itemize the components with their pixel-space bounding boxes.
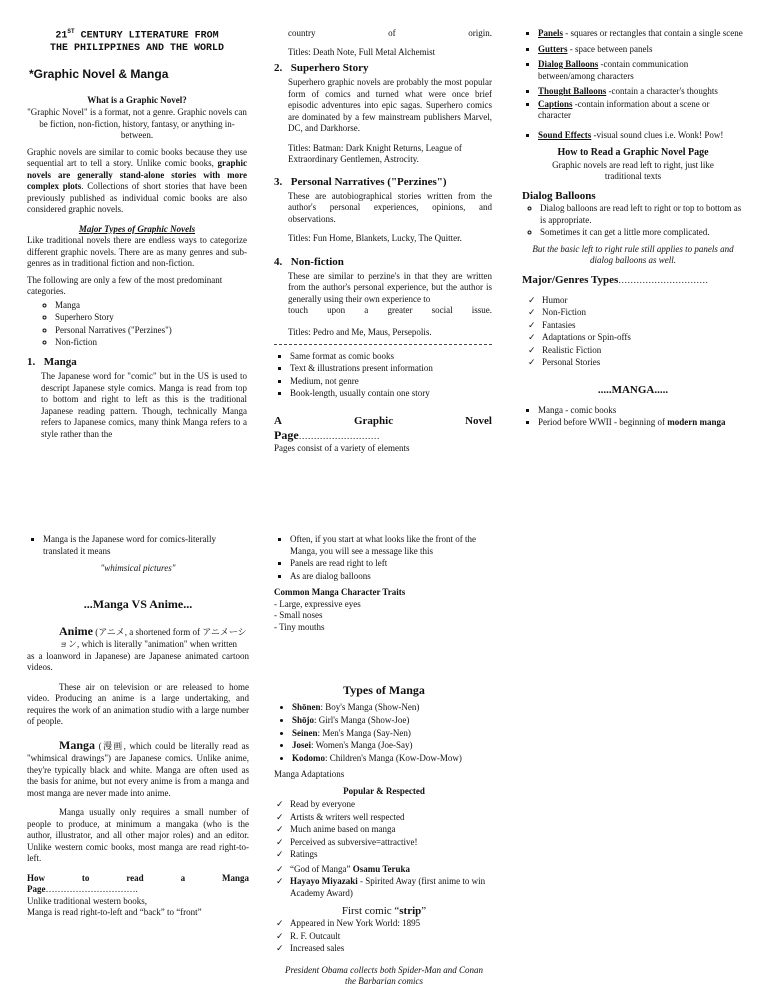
anime-paragraph: Anime (アニメ, a shortened form of アニメーション, which is literally "animation" when written: [59, 623, 247, 650]
middle-bottom-column: [274, 534, 494, 993]
whimsical-text: "whimsical pictures": [100, 563, 176, 574]
manga-word-bullet: [27, 534, 249, 557]
list-item: ✓ Read by everyone: [290, 799, 494, 811]
list-item: ✓ Realistic Fiction: [542, 345, 744, 357]
list-item: ▪ Dialog Balloons -contain communication between/among characters: [538, 59, 744, 82]
what-is-heading: What is a Graphic Novel?: [87, 94, 187, 105]
genres-list: [522, 295, 744, 369]
document-title: 21ST CENTURY LITERATURE FROM THE PHILIPPINES AND THE WORLD: [49, 28, 225, 55]
list-item: ▪ Gutters - space between panels: [538, 44, 744, 56]
types-list: [274, 702, 494, 764]
list-item: ✓ Personal Stories: [542, 357, 744, 369]
nonfiction-heading: 4. Non-fiction: [274, 255, 344, 268]
list-item: ▪ As are dialog balloons: [290, 571, 494, 583]
titles-superhero: Titles: Batman: Dark Knight Returns, League of Extraordinary Gentlemen, Astrocity.: [288, 142, 462, 165]
list-item: • Shōjo: Girl's Manga (Show-Joe): [292, 715, 494, 727]
trait-item: - Small noses: [274, 610, 323, 621]
perzines-heading: 3. Personal Narratives ("Perzines"): [274, 175, 447, 188]
continued-line: country of origin.: [288, 28, 492, 38]
categories-list: [27, 300, 247, 349]
manga-vs-anime-heading: ...Manga VS Anime...: [83, 596, 193, 611]
list-item: ▪ Panels - squares or rectangles that contain a single scene: [538, 28, 744, 40]
popular-heading: Popular & Respected: [343, 785, 425, 796]
manga-list: [522, 405, 744, 429]
middle-top-column: [274, 28, 492, 455]
major-types-heading: Major Types of Graphic Novels: [78, 223, 196, 234]
list-item: ◦ Personal Narratives ("Perzines"): [55, 325, 247, 337]
list-item: ▪ Manga - comic books: [538, 405, 744, 417]
superhero-heading: 2. Superhero Story: [274, 62, 369, 75]
similar-paragraph: Graphic novels are similar to comic books because they use sequential art to tell a story. Unlike comic books, graphic novels are generally stand-alone stories with more complex plots. Collections of short stories that have been previously published as individual comic books are also considered graphic novels.: [27, 146, 248, 215]
list-item: ✓ Artists & writers well respected: [290, 812, 494, 824]
read-rl-text: Manga is read right-to-left and “back” to “front”: [27, 907, 202, 918]
superhero-text: Superhero graphic novels are probably the most popular form of comics and turned what were once brief episodic adventures into epic sagas. Superhero comics are dominated by a few mainstream publishers Marvel, DC, and Darkhorse.: [288, 77, 492, 134]
list-item: ◦ Manga: [55, 300, 247, 312]
list-item: ✓ Fantasies: [542, 320, 744, 332]
left-bottom-column: [27, 534, 249, 919]
dialog-list: [522, 203, 744, 239]
perzines-text: These are autobiographical stories written from the author's personal experiences, opinions, and observations.: [288, 190, 492, 224]
list-item: ▪ Medium, not genre: [290, 376, 492, 388]
list-item: ✓ Perceived as subversive=attractive!: [290, 837, 494, 849]
list-item: ▪ Text & illustrations present information: [290, 363, 492, 375]
list-item: ◦ Non-fiction: [55, 337, 247, 349]
how-to-read-manga-heading-2: Page………………………….: [27, 884, 138, 895]
unlike-text: Unlike traditional western books,: [27, 895, 147, 906]
list-item: ▪ Thought Balloons -contain a character's thoughts: [538, 86, 744, 98]
graphic-novel-page-heading: A Graphic Novel: [274, 414, 492, 427]
titles-nonfiction: Titles: Pedro and Me, Maus, Persepolis.: [288, 327, 432, 337]
first-comic-heading: First comic “strip”: [341, 905, 427, 918]
first-comic-list: [274, 918, 494, 955]
howto-heading: How to Read a Graphic Novel Page: [557, 147, 709, 159]
list-item: ▪ Sound Effects -visual sound clues i.e. Wonk! Pow!: [538, 130, 744, 142]
following-text: The following are only a few of the most predominant categories.: [27, 274, 223, 297]
what-is-text: "Graphic Novel" is a format, not a genre. Graphic novels can be fiction, non-fiction, history, fantasy, or anything in-between.: [27, 107, 247, 141]
list-item: ✓ Hayayo Miyazaki - Spirited Away (first anime to win Academy Award): [290, 876, 494, 899]
dialog-heading: Dialog Balloons: [522, 189, 596, 202]
list-item: • Seinen: Men's Manga (Say-Nen): [292, 728, 494, 740]
trait-item: - Tiny mouths: [274, 621, 325, 632]
elements-list: [522, 28, 744, 141]
manga-heading: 1. Manga: [27, 356, 77, 368]
list-item: ▪ Book-length, usually contain one story: [290, 388, 492, 400]
anime-paragraph-2: as a loanword in Japanese) are Japanese animated cartoon videos.: [27, 650, 249, 673]
nonfiction-text: These are similar to perzine's in that they are written from the author's personal experience, but the author is generally using their own experience to: [288, 270, 492, 304]
dashed-divider: [274, 344, 492, 345]
nonfiction-text-2: touch upon a greater social issue.: [288, 305, 492, 316]
list-item: ▪ Period before WWII - beginning of modern manga: [538, 417, 744, 429]
major-types-text: Like traditional novels there are endless ways to categorize different graphic novels. There are as many genres and sub-genres as in traditional fiction and non-fiction.: [27, 235, 247, 269]
reading-bullets: [274, 534, 494, 582]
trait-item: - Large, expressive eyes: [274, 598, 361, 609]
list-item: ✓ Non-Fiction: [542, 307, 744, 319]
list-item: ▪ Captions -contain information about a scene or character: [538, 99, 744, 122]
list-item: ✓ Appeared in New York World: 1895: [290, 918, 494, 930]
titles-manga: Titles: Death Note, Full Metal Alchemist: [288, 46, 436, 57]
list-item: ✓ “God of Manga” Osamu Teruka: [290, 864, 494, 876]
list-item: ▪ Manga is the Japanese word for comics-literally translated it means: [43, 534, 249, 557]
left-top-column: [27, 28, 247, 445]
section-title: *Graphic Novel & Manga: [29, 67, 169, 82]
titles-perzines: Titles: Fun Home, Blankets, Lucky, The Quitter.: [288, 233, 462, 244]
list-item: ✓ Ratings: [290, 849, 494, 861]
manga-adaptations: Manga Adaptations: [274, 769, 345, 780]
manga-paragraph: Manga (漫画, which could be literally read as "whimsical drawings") are Japanese comics. Unlike anime, they're typically black and white. Manga are often used as the basis for anime, but not every anime is from a manga and most manga are never made into anime.: [27, 737, 249, 798]
graphic-novel-page-sub: Pages consist of a variety of elements: [274, 443, 410, 454]
list-item: ✓ R. F. Outcault: [290, 931, 494, 943]
list-item: ▪ Often, if you start at what looks like the front of the Manga, you will see a message like this: [290, 534, 494, 557]
howto-text: Graphic novels are read left to right, just like traditional texts: [552, 159, 714, 182]
popular-list: [274, 799, 494, 899]
list-item: • Kodomo: Children's Manga (Kow-Dow-Mow): [292, 753, 494, 765]
graphic-novel-page-heading-2: Page………………………: [274, 427, 380, 442]
manga-text: The Japanese word for "comic" but in the US is used to descript Japanese style comics. Manga is read from top to bottom and right to left as this is the traditional Japanese reading pattern. Though, technically Manga refers to Japanese comics, many think Manga refers to a style rather than the: [41, 371, 247, 439]
how-to-read-manga-heading: How to read a Manga: [27, 872, 249, 883]
manga-production: Manga usually only requires a small number of people to produce, at minimum a mangaka (who is the author, illustrator, and all other major roles) and an editor. Unlike western comic books, most manga are read right-to-left.: [27, 807, 249, 864]
format-bullets: [274, 351, 492, 400]
list-item: ▪ Panels are read right to left: [290, 558, 494, 570]
list-item: ✓ Much anime based on manga: [290, 824, 494, 836]
anime-production: These air on television or are released to home video. Producing an anime is a large undertaking, and requires the work of an animation studio with a large number of people.: [27, 681, 249, 727]
list-item: ▪ Same format as comic books: [290, 351, 492, 363]
list-item: ◦ Sometimes it can get a little more complicated.: [540, 227, 744, 239]
list-item: ◦ Dialog balloons are read left to right or top to bottom as is appropriate.: [540, 203, 744, 226]
obama-note: President Obama collects both Spider-Man and Conan the Barbarian comics: [285, 964, 483, 987]
right-top-column: [522, 28, 744, 434]
dialog-note: But the basic left to right rule still applies to panels and dialog balloons as well.: [532, 243, 734, 266]
list-item: ◦ Superhero Story: [55, 312, 247, 324]
list-item: ✓ Increased sales: [290, 943, 494, 955]
genres-heading: Major/Genres Types…………………………: [522, 273, 709, 286]
manga-section-heading: .....MANGA.....: [597, 383, 669, 396]
list-item: ✓ Adaptations or Spin-offs: [542, 332, 744, 344]
list-item: ✓ Humor: [542, 295, 744, 307]
types-of-manga-heading: Types of Manga: [343, 683, 425, 698]
list-item: • Josei: Women's Manga (Joe-Say): [292, 740, 494, 752]
traits-heading: Common Manga Character Traits: [274, 587, 406, 598]
list-item: • Shōnen: Boy's Manga (Show-Nen): [292, 702, 494, 714]
